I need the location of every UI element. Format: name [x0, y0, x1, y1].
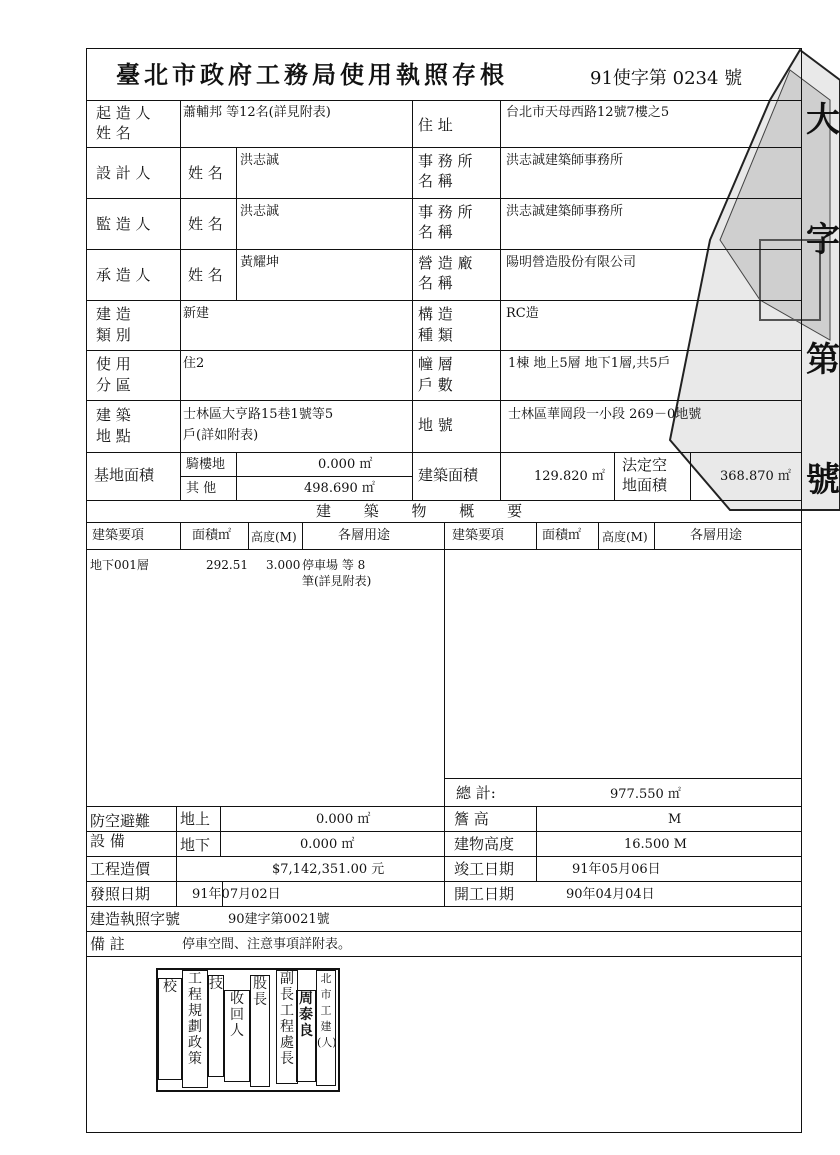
location-line-2: 戶(詳如附表): [183, 428, 259, 443]
designer-name: 洪志誠: [240, 153, 280, 168]
address-label: 住 址: [418, 116, 453, 134]
location-label: 建 築: [96, 406, 131, 424]
above-ground-area: 0.000 ㎡: [316, 812, 371, 827]
col-header-area-2: 面積㎡: [542, 528, 582, 543]
floors-label-2: 戶 數: [418, 376, 453, 394]
issue-date: 91年07月02日: [192, 887, 281, 902]
col-header-height: 高度(M): [251, 530, 297, 544]
designer-office-label: 事 務 所: [418, 152, 473, 170]
form-title: 臺北市政府工務局使用執照存根: [116, 60, 508, 89]
permit-number: 90建字第0021號: [228, 912, 330, 927]
contractor-office-label-2: 名 稱: [418, 274, 453, 292]
build-type-label: 建 造: [96, 305, 131, 323]
col-header-height-2: 高度(M): [602, 530, 648, 544]
entry-item: 地下001層: [90, 558, 149, 572]
location-line-1: 士林區大亨路15巷1號等5: [183, 407, 334, 422]
completion-date-label: 竣工日期: [454, 860, 515, 878]
arcade-area: 0.000 ㎡: [318, 457, 373, 472]
entry-height: 3.000: [266, 558, 301, 572]
col-header-item-2: 建築要項: [452, 528, 505, 543]
floors: 1棟 地上5層 地下1層,共5戶: [508, 356, 671, 371]
shelter-label-2: 設 備: [90, 832, 125, 850]
eave-height: M: [668, 812, 682, 827]
col-header-area: 面積㎡: [192, 528, 232, 543]
total-label: 總 計:: [456, 784, 496, 802]
entry-use-1: 停車場 等 8: [302, 558, 366, 572]
building-area: 129.820 ㎡: [534, 469, 605, 484]
start-date: 90年04月04日: [566, 887, 655, 902]
contractor-name: 黃耀坤: [240, 255, 280, 270]
legal-open-area: 368.870 ㎡: [720, 469, 791, 484]
location-label-2: 地 點: [96, 427, 131, 445]
building-height-label: 建物高度: [454, 835, 515, 853]
stamp-engineering: 工程規劃政策: [182, 970, 208, 1088]
entry-area: 292.51: [206, 558, 248, 572]
permit-number-label: 建造執照字號: [90, 910, 181, 928]
supervisor-office-label-2: 名 稱: [418, 223, 453, 241]
build-type-label-2: 類 別: [96, 326, 131, 344]
other-area: 498.690 ㎡: [304, 481, 375, 496]
overview-title: 建 築 物 概 要: [316, 502, 537, 520]
remark-label: 備 註: [90, 935, 125, 953]
arcade-label: 騎樓地: [186, 457, 226, 472]
shelter-label: 防空避難: [90, 812, 151, 830]
col-header-use: 各層用途: [338, 528, 391, 543]
eave-height-label: 簷 高: [454, 810, 489, 828]
construction-cost: $7,142,351.00 元: [272, 862, 385, 877]
stamp-date-seal: 北市工建(人): [316, 970, 336, 1086]
legal-open-area-label-2: 地面積: [622, 476, 668, 494]
contractor-office-label: 營 造 廠: [418, 254, 473, 272]
supervisor-label: 監 造 人: [96, 215, 151, 233]
entry-use-2: 筆(詳見附表): [302, 574, 372, 588]
stamp-check: 校: [158, 978, 182, 1080]
contractor-label: 承 造 人: [96, 266, 151, 284]
structure-type: RC造: [506, 306, 539, 321]
document-number: 91使字第 0234 號: [590, 68, 743, 89]
site-area-label: 基地面積: [94, 466, 155, 484]
stamp-chief-signature: 周泰良: [296, 990, 316, 1082]
designer-office-label-2: 名 稱: [418, 172, 453, 190]
structure-label: 構 造: [418, 305, 453, 323]
building-height: 16.500 M: [624, 837, 687, 852]
stamp-deputy: 副長工程處長: [276, 970, 298, 1084]
issue-date-label: 發照日期: [90, 885, 151, 903]
start-date-label: 開工日期: [454, 885, 515, 903]
designer-office: 洪志誠建築師事務所: [506, 153, 624, 168]
builder-label: 起 造 人: [96, 104, 151, 122]
structure-label-2: 種 類: [418, 326, 453, 344]
lot-label: 地 號: [418, 416, 453, 434]
builder-address: 台北市天母西路12號7樓之5: [506, 105, 670, 120]
col-header-item: 建築要項: [92, 528, 145, 543]
zoning: 住2: [183, 356, 205, 371]
below-ground-area: 0.000 ㎡: [300, 837, 355, 852]
cost-label: 工程造價: [90, 860, 151, 878]
supervisor-office-label: 事 務 所: [418, 203, 473, 221]
supervisor-name: 洪志誠: [240, 204, 280, 219]
lot-number: 士林區華岡段一小段 269－0地號: [508, 407, 702, 422]
building-area-label: 建築面積: [418, 466, 479, 484]
contractor-name-label: 姓 名: [188, 266, 223, 284]
legal-open-area-label: 法定空: [622, 456, 668, 474]
completion-date: 91年05月06日: [572, 862, 661, 877]
stamp-receiver: 收回人: [224, 990, 250, 1082]
above-ground-label: 地上: [180, 810, 211, 828]
builder-name-label: 姓 名: [96, 124, 131, 142]
col-header-use-2: 各層用途: [690, 528, 743, 543]
build-type: 新建: [183, 306, 210, 321]
zoning-label-2: 分 區: [96, 376, 131, 394]
supervisor-office: 洪志誠建築師事務所: [506, 204, 624, 219]
stamp-technician: 技: [208, 975, 224, 1077]
designer-label: 設 計 人: [96, 164, 151, 182]
other-label: 其 他: [186, 481, 217, 496]
remark: 停車空間、注意事項詳附表。: [182, 937, 352, 952]
contractor-company: 陽明營造股份有限公司: [506, 255, 637, 270]
side-seal-text: 大字第 號: [806, 100, 840, 500]
stamp-section-chief: 股長: [250, 975, 270, 1087]
zoning-label: 使 用: [96, 355, 131, 373]
total-area: 977.550 ㎡: [610, 787, 681, 802]
designer-name-label: 姓 名: [188, 164, 223, 182]
below-ground-label: 地下: [180, 836, 211, 854]
builder-name: 蕭輔邦 等12名(詳見附表): [183, 105, 331, 120]
floors-label: 幢 層: [418, 355, 453, 373]
supervisor-name-label: 姓 名: [188, 215, 223, 233]
